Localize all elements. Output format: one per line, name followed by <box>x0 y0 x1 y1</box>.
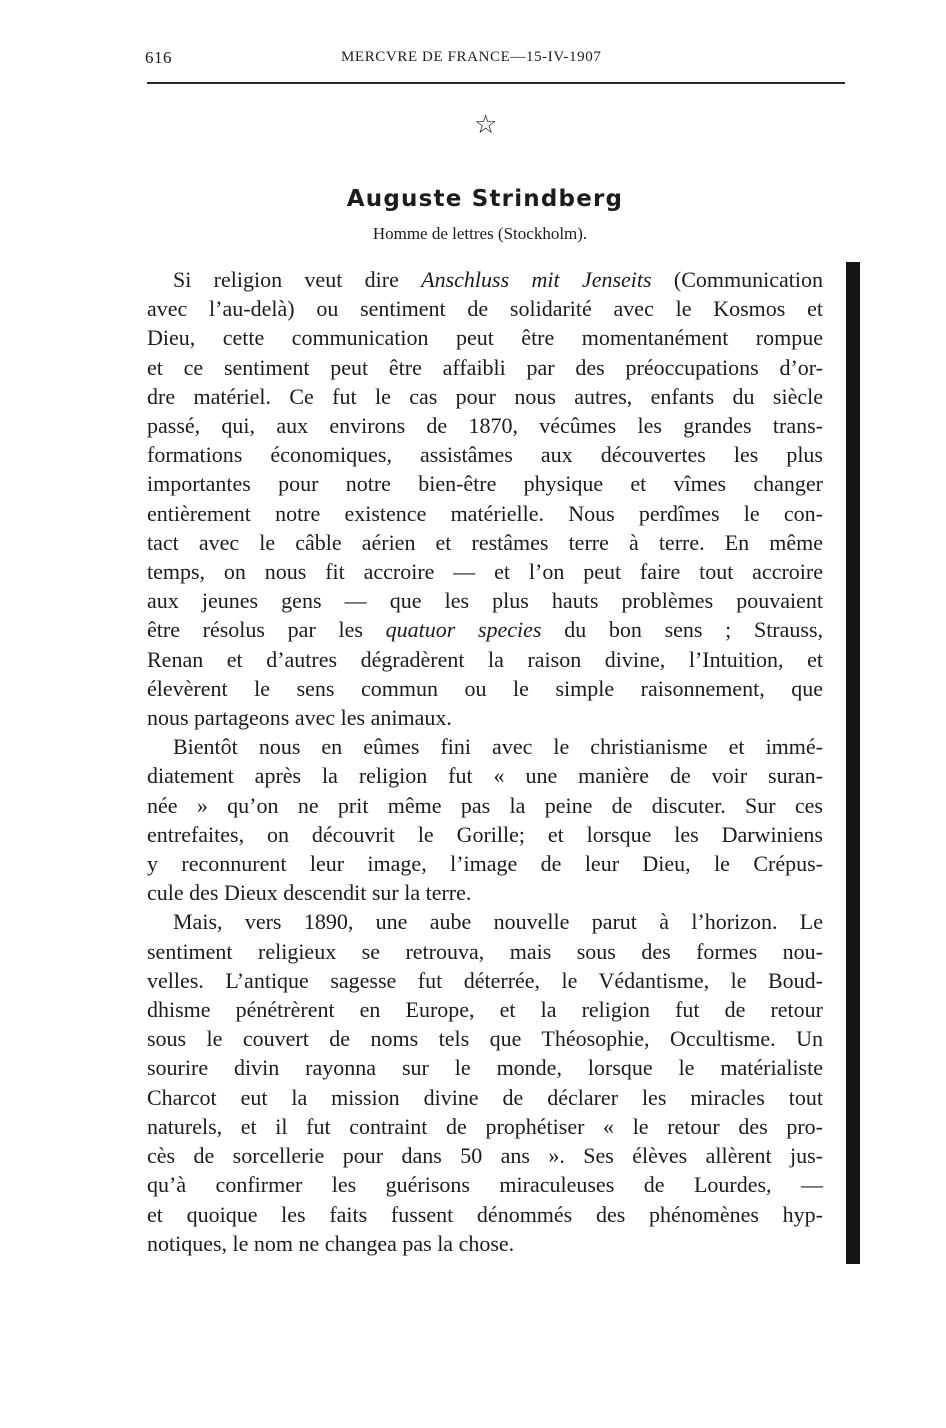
text-line: dhisme pénétrèrent en Europe, et la religion fut de retour <box>147 997 823 1023</box>
star-ornament: ☆ <box>474 110 498 140</box>
text-line: nous partageons avec les animaux. <box>147 705 452 731</box>
text-line: tact avec le câble aérien et restâmes terre à terre. En même <box>147 529 823 555</box>
author-name: Auguste Strindberg <box>346 186 624 212</box>
page-header <box>143 44 843 74</box>
text-line: aux jeunes gens — que les plus hauts problèmes pouvaient <box>147 588 823 614</box>
text-line: naturels, et il fut contraint de prophétiser « le retour des pro- <box>147 1113 823 1139</box>
text-line: entrefaites, on découvrit le Gorille; et lorsque les Darwiniens <box>147 821 823 847</box>
article-body <box>147 265 823 1258</box>
text-line: formations économiques, assistâmes aux découvertes les plus <box>147 442 823 468</box>
text-line: Renan et d’autres dégradèrent la raison divine, l’Intuition, et <box>147 646 823 672</box>
page-number: 616 <box>145 48 172 67</box>
text-line: cès de sorcellerie pour dans 50 ans ». Ses élèves allèrent jus- <box>147 1143 823 1169</box>
text-line: temps, on nous fit accroire — et l’on peut faire tout accroire <box>147 559 823 585</box>
text-line: qu’à confirmer les guérisons miraculeuses de Lourdes, — <box>147 1172 823 1198</box>
text-line: Charcot eut la mission divine de déclarer les miracles tout <box>147 1084 823 1110</box>
text-line: cule des Dieux descendit sur la terre. <box>147 880 472 906</box>
text-line: et quoique les faits fussent dénommés des phénomènes hyp- <box>147 1201 823 1227</box>
text-line: être résolus par les quatuor species du bon sens ; Strauss, <box>147 617 824 643</box>
author-role: Homme de lettres (Stockholm). <box>372 224 588 243</box>
text-line: Mais, vers 1890, une aube nouvelle parut à l’horizon. Le <box>173 909 823 935</box>
text-line: diatement après la religion fut « une manière de voir suran- <box>147 763 823 789</box>
text-line: importantes pour notre bien-être physique et vîmes changer <box>147 471 823 497</box>
text-line: née » qu’on ne prit même pas la peine de discuter. Sur ces <box>147 792 823 818</box>
running-head: MERCVRE DE FRANCE—15-IV-1907 <box>341 49 602 65</box>
text-line: et ce sentiment peut être affaibli par des préoccupations d’or- <box>147 354 823 380</box>
text-line: Dieu, cette communication peut être momentanément rompue <box>147 325 823 351</box>
text-line: entièrement notre existence matérielle. Nous perdîmes le con- <box>147 500 823 526</box>
margin-scan-bar <box>846 262 860 1264</box>
text-line: élevèrent le sens commun ou le simple raisonnement, que <box>147 675 823 701</box>
text-line: passé, qui, aux environs de 1870, vécûmes les grandes trans- <box>147 413 823 439</box>
text-line: velles. L’antique sagesse fut déterrée, le Védantisme, le Boud- <box>147 967 823 993</box>
text-line: notiques, le nom ne changea pas la chose. <box>147 1230 515 1256</box>
text-line: Si religion veut dire Anschluss mit Jenseits (Communication <box>173 267 823 292</box>
text-line: avec l’au-delà) ou sentiment de solidarité avec le Kosmos et <box>147 296 823 322</box>
text-line: sourire divin rayonna sur le monde, lorsque le matérialiste <box>147 1055 823 1081</box>
text-line: sous le couvert de noms tels que Théosophie, Occultisme. Un <box>147 1026 823 1052</box>
text-line: sentiment religieux se retrouva, mais sous des formes nou- <box>147 938 823 964</box>
text-line: Bientôt nous en eûmes fini avec le christianisme et immé- <box>173 734 823 760</box>
text-line: dre matériel. Ce fut le cas pour nous autres, enfants du siècle <box>147 383 823 409</box>
header-rule <box>147 82 845 84</box>
text-line: y reconnurent leur image, l’image de leur Dieu, le Crépus- <box>147 851 823 877</box>
